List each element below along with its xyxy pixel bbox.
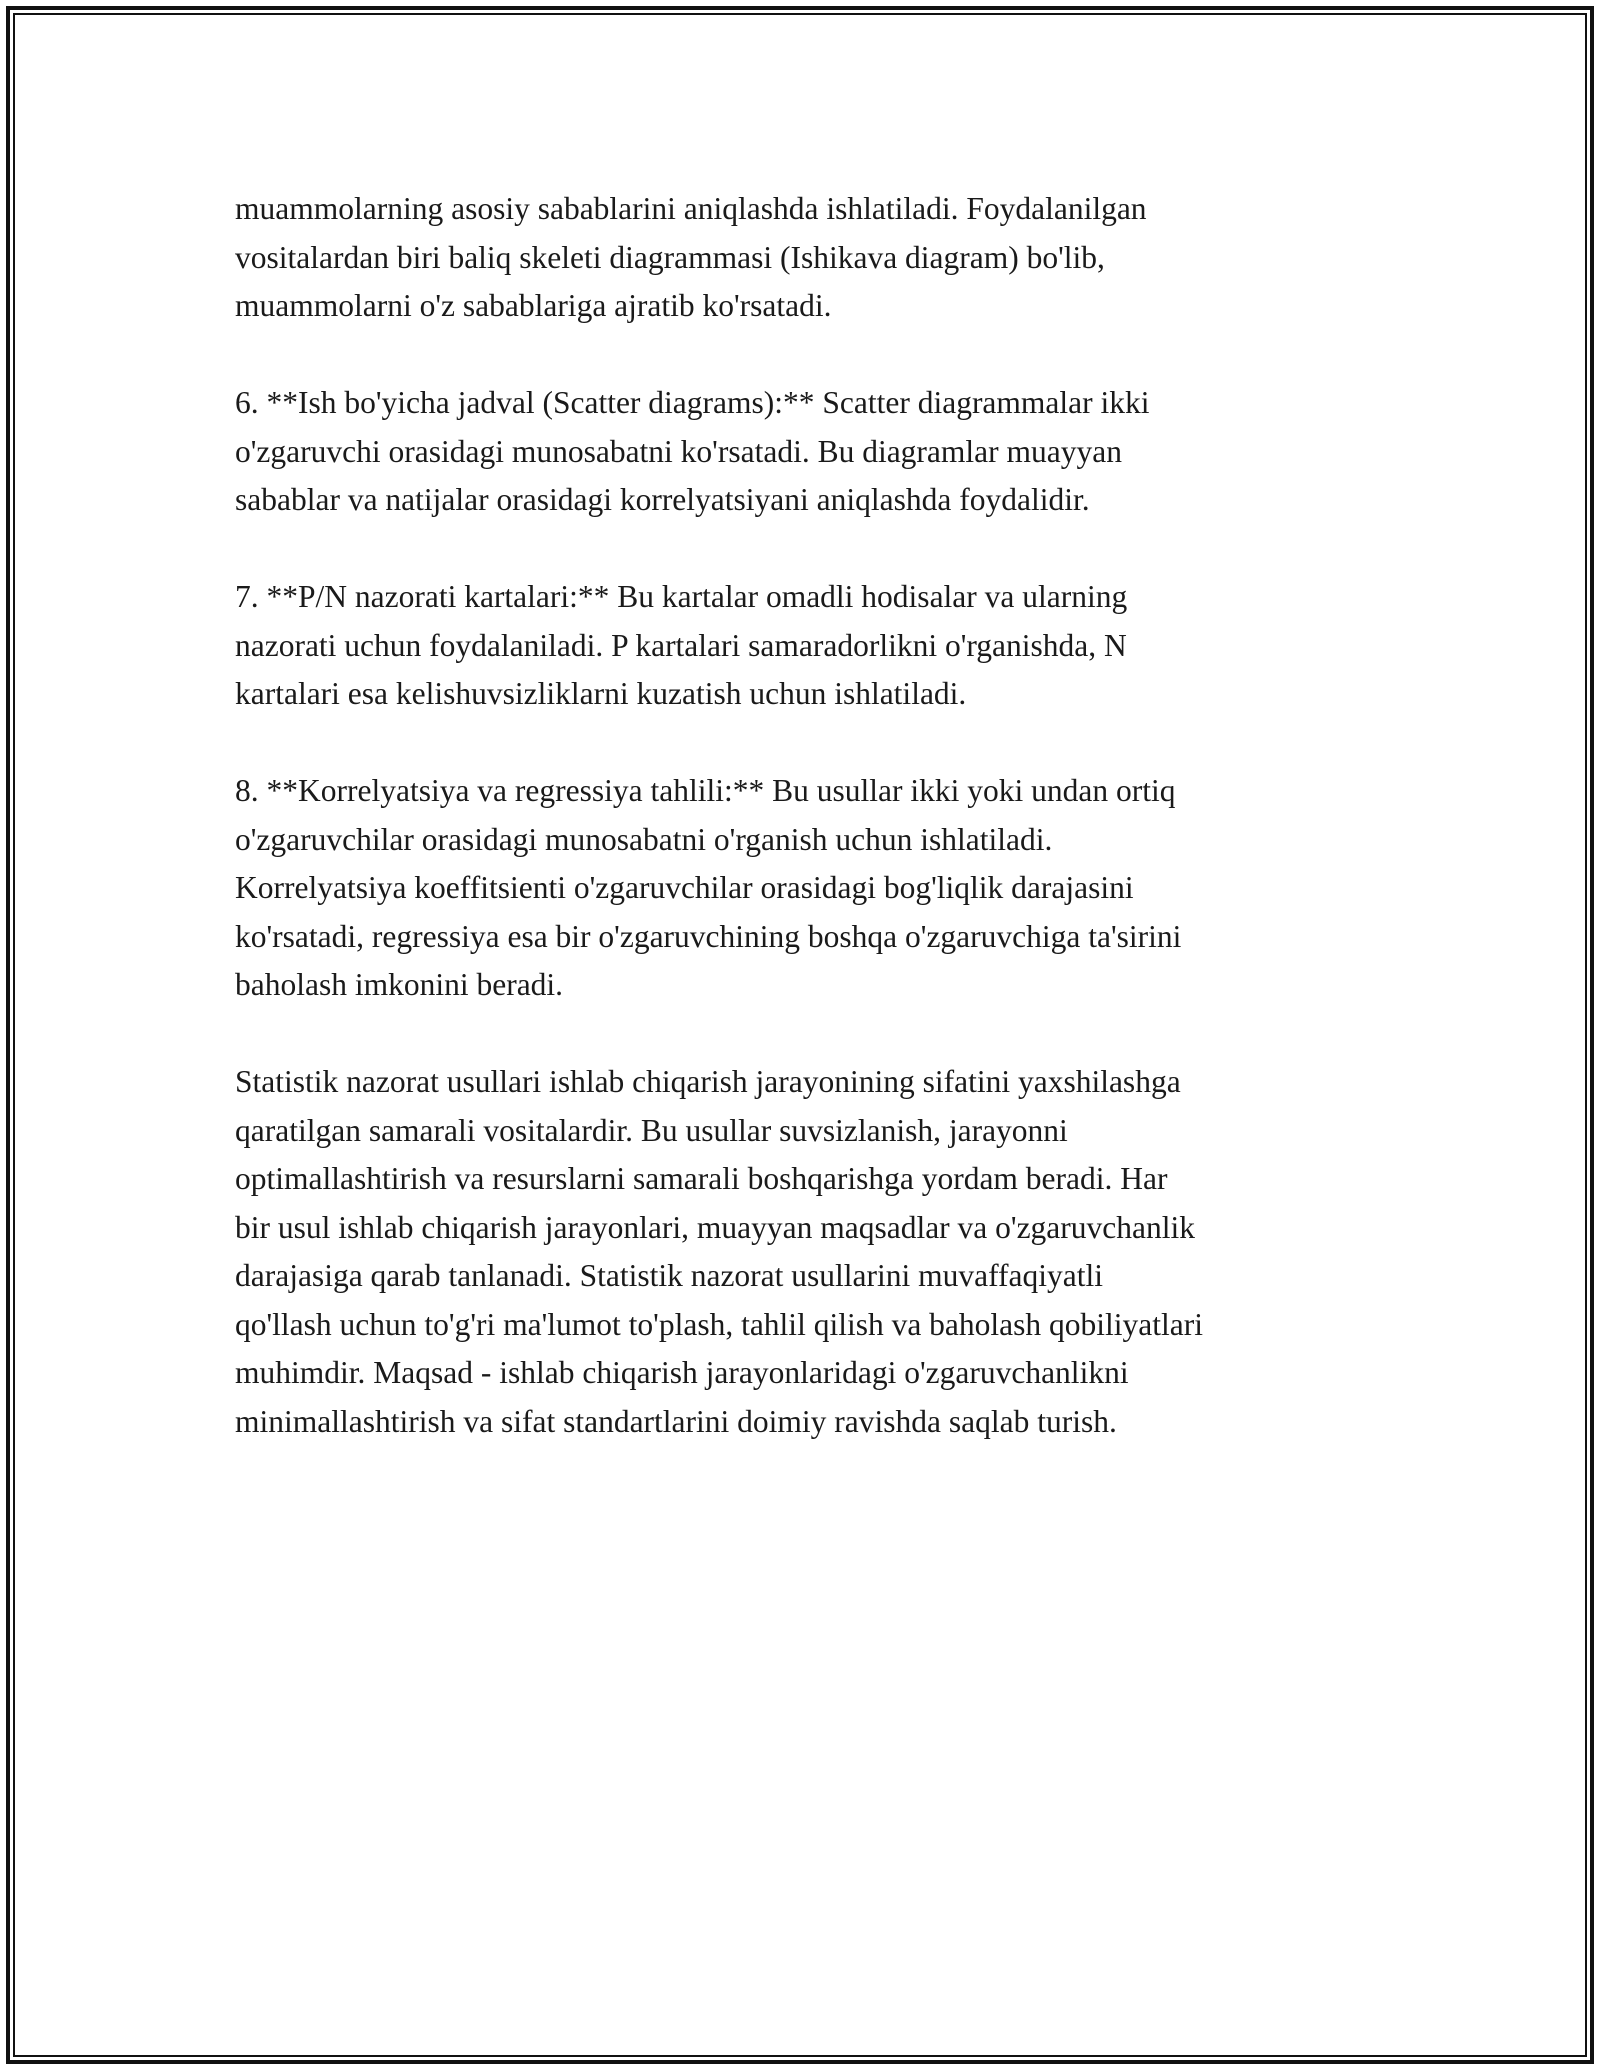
paragraph-ishikava-intro: muammolarning asosiy sabablarini aniqlashda ishlatiladi. Foydalanilgan vositalardan biri baliq skeleti diagrammasi (Ishikava diagram) bo'lib, muammolarni o'z sabablariga ajratib ko'rsatadi. — [235, 191, 1147, 323]
document-body — [235, 185, 1385, 1495]
paragraph-correlation-regression: 8. **Korrelyatsiya va regressiya tahlili:** Bu usullar ikki yoki undan ortiq o'zgaruvchilar orasidagi munosabatni o'rganish uchun ishlatiladi. Korrelyatsiya koeffitsienti o'zgaruvchilar orasidagi bog'liqlik darajasini ko'rsatadi, regressiya esa bir o'zgaruvchining boshqa o'zgaruvchiga ta'sirini baholash imkonini beradi. — [235, 773, 1182, 1002]
paragraph-scatter-diagrams: 6. **Ish bo'yicha jadval (Scatter diagrams):** Scatter diagrammalar ikki o'zgaruvchi orasidagi munosabatni ko'rsatadi. Bu diagramlar muayyan sabablar va natijalar orasidagi korrelyatsiyani aniqlashda foydalidir. — [235, 385, 1150, 517]
paragraph-conclusion: Statistik nazorat usullari ishlab chiqarish jarayonining sifatini yaxshilashga qaratilgan samarali vositalardir. Bu usullar suvsizlanish, jarayonni optimallashtirish va resurslarni samarali boshqarishga yordam beradi. Har bir usul ishlab chiqarish jarayonlari, muayyan maqsadlar va o'zgaruvchanlik darajasiga qarab tanlanadi. Statistik nazorat usullarini muvaffaqiyatli qo'llash uchun to'g'ri ma'lumot to'plash, tahlil qilish va baholash qobiliyatlari muhimdir. Maqsad - ishlab chiqarish jarayonlaridagi o'zgaruvchanlikni minimallashtirish va sifat standartlarini doimiy ravishda saqlab turish. — [235, 1064, 1203, 1439]
paragraph-pn-control-charts: 7. **P/N nazorati kartalari:** Bu kartalar omadli hodisalar va ularning nazorati uchun foydalaniladi. P kartalari samaradorlikni o'rganishda, N kartalari esa kelishuvsizliklarni kuzatish uchun ishlatiladi. — [235, 579, 1128, 711]
